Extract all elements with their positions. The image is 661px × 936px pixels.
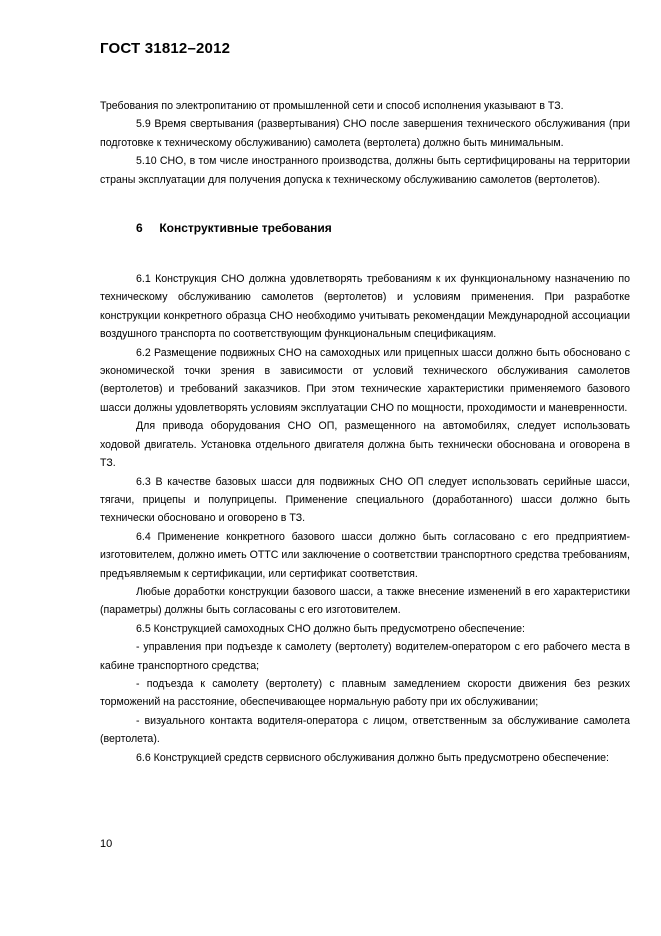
list-item-approach: - подъезда к самолету (вертолету) с плавным замедлением скорости движения без резких торможений на расстояние, обеспечивающее нормальную работу при их обслуживании; [100,677,630,709]
document-header: ГОСТ 31812–2012 [100,40,231,57]
section-title: Конструктивные требования [159,221,332,236]
paragraph-5-10: 5.10 СНО, в том числе иностранного производства, должны быть сертифицированы на территории страны эксплуатации для получения допуска к техническому обслуживанию самолетов (вертолетов). [100,155,630,186]
section-heading [100,219,630,237]
paragraph-6-2: 6.2 Размещение подвижных СНО на самоходных или прицепных шасси должно быть обосновано с экономической точки зрения в зависимости от условий технического обслуживания самолетов (вертолетов) и требований заказчиков. При этом технические характеристики применяемого базового шасси должны удовлетворять условиям эксплуатации СНО по мощности, проходимости и маневренности. [100,346,630,414]
paragraph-drive: Для привода оборудования СНО ОП, размещенного на автомобилях, следует использовать ходовой двигатель. Установка отдельного двигателя должна быть технически обоснована и оговорена в ТЗ. [100,420,630,470]
paragraph-6-6: 6.6 Конструкцией средств сервисного обслуживания должно быть предусмотрено обеспечение: [136,751,609,764]
section-number: 6 [136,221,143,236]
paragraph-6-3: 6.3 В качестве базовых шасси для подвижных СНО ОП следует использовать серийные шасси, тягачи, прицепы и полуприцепы. Применение специального (доработанного) шасси должно быть технически обосновано и оговорено в ТЗ. [100,475,630,525]
paragraph-power-requirements: Требования по электропитанию от промышленной сети и способ исполнения указывают в ТЗ. [100,100,564,112]
list-item-visual-contact: - визуального контакта водителя-оператора с лицом, ответственным за обслуживание самолета (вертолета). [100,714,630,746]
paragraph-modifications: Любые доработки конструкции базового шасси, а также внесение изменений в его характеристики (параметры) должны быть согласованы с его изготовителем. [100,585,630,617]
page-number: 10 [100,838,113,850]
list-item-control: - управления при подъезде к самолету (вертолету) водителем-оператором с его рабочего места в кабине транспортного средства; [100,641,630,672]
paragraph-6-4: 6.4 Применение конкретного базового шасси должно быть согласовано с его предприятием-изготовителем, должно иметь ОТТС или заключение о соответствии транспортного средства требованиям, предъявляемым к сертификации, или сертификат соответствия. [100,530,630,580]
paragraph-6-5: 6.5 Конструкцией самоходных СНО должно быть предусмотрено обеспечение: [136,622,525,635]
paragraph-6-1: 6.1 Конструкция СНО должна удовлетворять требованиям к их функциональному назначению по техническому обслуживанию самолетов (вертолетов) и условиям применения. При разработке конструкции конкретного образца СНО необходимо учитывать рекомендации Международной ассоциации воздушного транспорта по соответствующим функциональным спецификациям. [100,273,630,341]
document-body [100,97,630,767]
paragraph-5-9: 5.9 Время свертывания (развертывания) СНО после завершения технического обслуживания (при подготовке к техническому обслуживанию) самолета (вертолета) должно быть минимальным. [100,118,630,149]
